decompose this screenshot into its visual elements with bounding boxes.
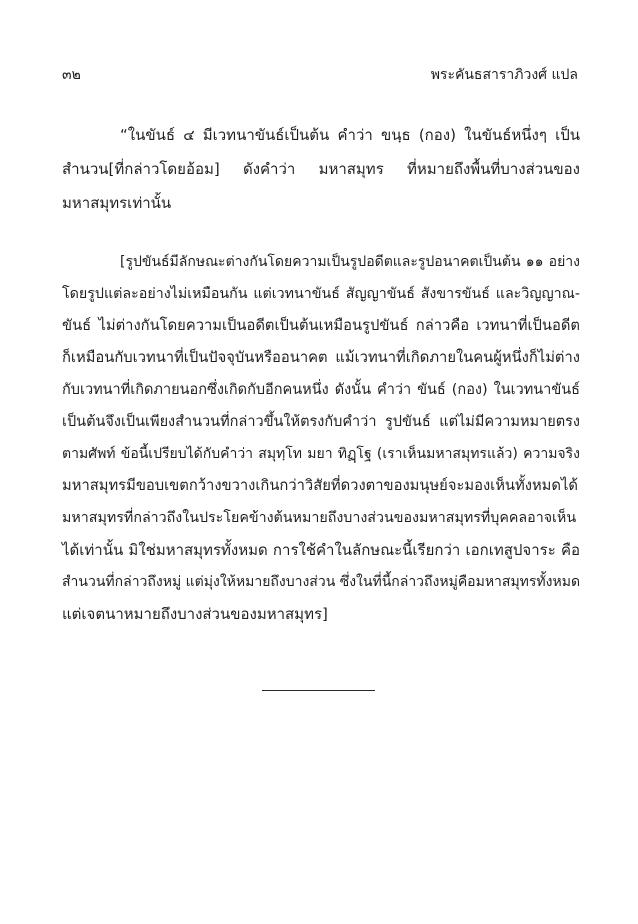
text-line: เป็นต้นจึงเป็นเพียงสำนวนที่กล่าวขึ้นให้ตรงกับคำว่า รูปขันธ์ แต่ไม่มีความหมายตรง bbox=[62, 414, 580, 430]
text-line: “ในขันธ์ ๔ มีเวทนาขันธ์เป็นต้น คำว่า ขนฺธ (กอง) ในขันธ์หนึ่งๆ เป็น bbox=[120, 126, 580, 144]
text-line: ก็เหมือนกับเวทนาที่เป็นปัจจุบันหรืออนาคต แม้เวทนาที่เกิดภายในคนผู้หนึ่งก็ไม่ต่าง bbox=[62, 349, 580, 366]
text-line: สำนวนที่กล่าวถึงหมู่ แต่มุ่งให้หมายถึงบางส่วน ซึ่งในที่นี้กล่าวถึงหมู่คือมหาสมุทรทั้งหมด bbox=[62, 574, 581, 590]
page-number: ๓๒ bbox=[62, 67, 81, 83]
text-line: ขันธ์ ไม่ต่างกันโดยความเป็นอดีตเป็นต้นเหมือนรูปขันธ์ กล่าวคือ เวทนาที่เป็นอดีต bbox=[62, 317, 580, 334]
text-line: โดยรูปแต่ละอย่างไม่เหมือนกัน แต่เวทนาขันธ์ สัญญาขันธ์ สังขารขันธ์ และวิญญาณ- bbox=[62, 286, 580, 302]
text-line: กับเวทนาที่เกิดภายนอกซึ่งเกิดกับอีกคนหนึ่ง ดังนั้น คำว่า ขันธ์ (กอง) ในเวทนาขันธ์ bbox=[62, 382, 580, 398]
text-line: มหาสมุทรที่กล่าวถึงในประโยคข้างต้นหมายถึงบางส่วนของมหาสมุทรที่บุคคลอาจเห็น bbox=[62, 510, 577, 526]
text-line: สำนวน[ที่กล่าวโดยอ้อม] ดังคำว่า มหาสมุทร ที่หมายถึงพื้นที่บางส่วนของ bbox=[62, 160, 580, 178]
page-header bbox=[62, 64, 580, 86]
text-line: มหาสมุทรเท่านั้น bbox=[62, 194, 172, 212]
paragraph bbox=[62, 246, 580, 630]
text-line: แต่เจตนาหมายถึงบางส่วนของมหาสมุทร] bbox=[62, 605, 328, 623]
running-title: พระคันธสาราภิวงศ์ แปล bbox=[430, 67, 578, 83]
text-line: ตามศัพท์ ข้อนี้เปรียบได้กับคำว่า สมุทฺโท มยา ทิฏฺโฐ (เราเห็นมหาสมุทรแล้ว) ความจริง bbox=[62, 446, 580, 462]
text-line: มหาสมุทรมีขอบเขตกว้างขวางเกินกว่าวิสัยที่ดวงตาของมนุษย์จะมองเห็นทั้งหมดได้ bbox=[62, 477, 578, 494]
text-line: ได้เท่านั้น มิใช่มหาสมุทรทั้งหมด การใช้คำในลักษณะนี้เรียกว่า เอกเทสูปจาระ คือ bbox=[62, 541, 580, 559]
paragraph bbox=[62, 118, 580, 220]
text-line: [รูปขันธ์มีลักษณะต่างกันโดยความเป็นรูปอดีตและรูปอนาคตเป็นต้น ๑๑ อย่าง bbox=[120, 254, 580, 270]
footnote-divider bbox=[262, 690, 375, 691]
